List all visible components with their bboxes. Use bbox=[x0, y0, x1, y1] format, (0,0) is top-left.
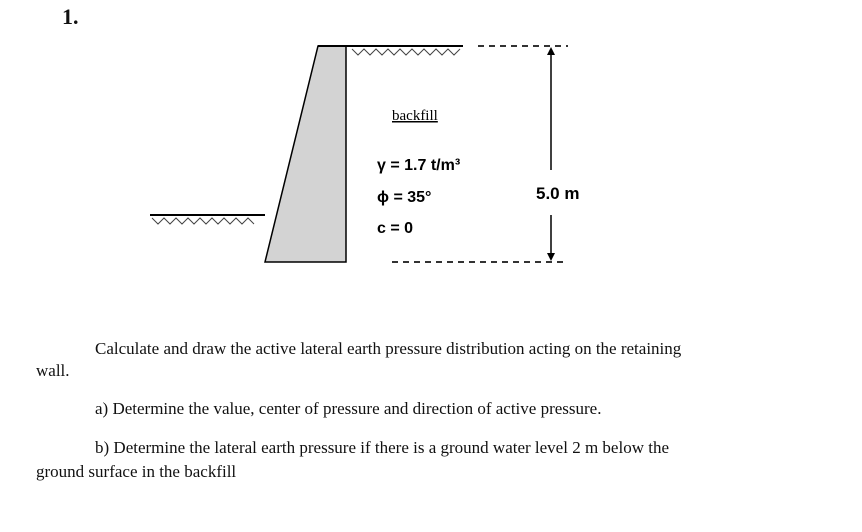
part-a-text: a) Determine the value, center of pressure and direction of active pressure. bbox=[95, 399, 602, 418]
cohesion-label: c = 0 bbox=[377, 220, 414, 237]
question-text-line-1: Calculate and draw the active lateral earth pressure distribution acting on the retaining bbox=[95, 339, 682, 358]
dimension-arrow-bottom bbox=[547, 253, 555, 261]
part-b-text-line-2: ground surface in the backfill bbox=[36, 462, 237, 481]
question-number: 1. bbox=[62, 4, 79, 29]
question-text-line-2: wall. bbox=[36, 361, 70, 380]
unit-weight-label: γ = 1.7 t/m³ bbox=[377, 157, 461, 174]
part-b-text-line-1: b) Determine the lateral earth pressure if there is a ground water level 2 m below the bbox=[95, 438, 669, 457]
dimension-arrow-top bbox=[547, 47, 555, 55]
backfill-surface-hatch bbox=[352, 49, 460, 55]
retaining-wall bbox=[265, 46, 346, 262]
backfill-label: backfill bbox=[392, 108, 438, 124]
height-label: 5.0 m bbox=[536, 184, 580, 203]
toe-ground-hatch bbox=[152, 218, 254, 224]
friction-angle-label: ϕ = 35° bbox=[377, 189, 432, 206]
